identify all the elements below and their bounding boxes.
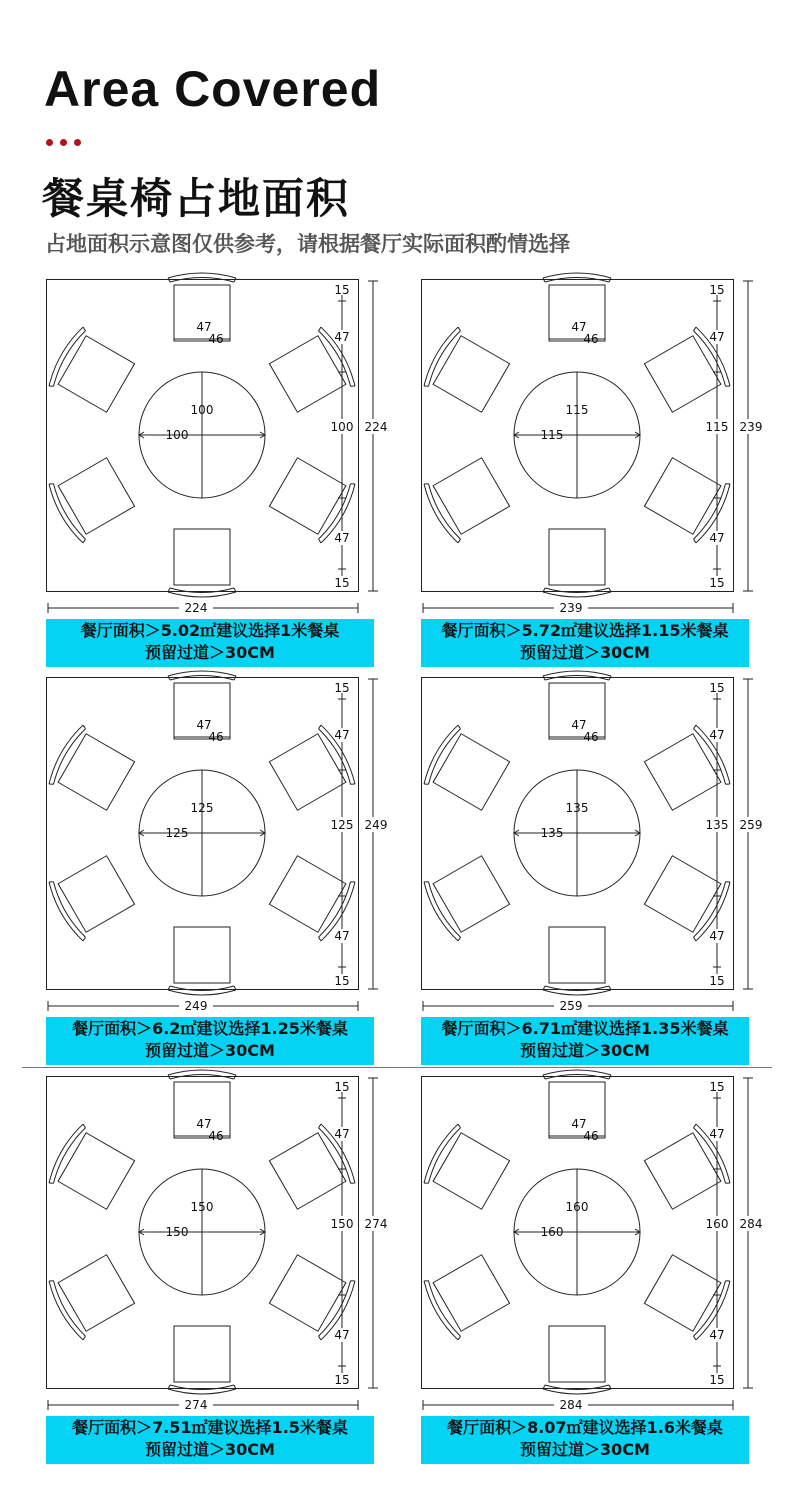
table-diameter-label: 150 [190,1200,214,1214]
chair [543,529,611,597]
chair-depth-label: 47 [334,1328,350,1342]
chair-back [50,1281,86,1339]
chair-depth-label: 47 [334,531,350,545]
chair-width-label: 46 [583,332,599,346]
chair-depth-label: 47 [196,718,212,732]
chair-back [425,484,461,542]
total-height-label: 239 [739,420,763,434]
table-length-label: 160 [705,1217,729,1231]
table-diameter-label: 160 [540,1225,564,1239]
total-height-label: 249 [364,818,388,832]
chair [420,1122,513,1215]
margin-label: 15 [334,1373,350,1387]
chair-seat [174,529,230,585]
chair-seat [174,927,230,983]
margin-label: 15 [709,681,725,695]
margin-label: 15 [334,283,350,297]
floor-plan [421,1076,790,1416]
chair-seat [269,336,345,412]
chair-depth-label: 47 [196,1117,212,1131]
chair-seat [269,734,345,810]
area-recommendation [46,1416,374,1464]
total-width-label: 284 [559,1398,583,1412]
chair-back [45,1281,83,1342]
area-recommendation [46,1017,374,1065]
chair-seat [433,1255,509,1331]
chair-seat [433,458,509,534]
floor-plan [46,1076,421,1416]
margin-label: 15 [709,1080,725,1094]
chair-seat [58,336,134,412]
chair-back [50,882,86,940]
table-diameter-label: 115 [540,428,564,442]
chair-depth-label: 47 [709,728,725,742]
total-height-label: 259 [739,818,763,832]
floor-plan [421,279,790,619]
aisle-line: 预留过道＞30CM [520,1440,650,1459]
chair-width-label: 46 [208,332,224,346]
chair-back [420,1281,458,1342]
chair [420,851,513,944]
table-diameter-label: 160 [565,1200,589,1214]
section-divider [22,1067,772,1068]
chair-seat [549,1326,605,1382]
chair-depth-label: 47 [196,320,212,334]
chair-back [45,723,83,784]
chair-width-label: 46 [208,1129,224,1143]
area-line: 餐厅面积＞7.51㎡建议选择1.5米餐桌 [72,1418,348,1437]
chair-depth-label: 47 [709,330,725,344]
area-line: 餐厅面积＞6.2㎡建议选择1.25米餐桌 [72,1019,348,1038]
chair [45,1250,138,1343]
table-diameter-label: 100 [190,403,214,417]
chair-seat [269,1255,345,1331]
chair-seat [269,458,345,534]
chair [45,453,138,546]
chair-seat [433,734,509,810]
layout-panel [421,279,790,677]
chair [45,1122,138,1215]
area-line: 餐厅面积＞5.02㎡建议选择1米餐桌 [80,621,340,640]
total-width-label: 259 [559,999,583,1013]
chair [420,453,513,546]
chair-back [50,484,86,542]
margin-label: 15 [334,576,350,590]
table-diameter-label: 100 [165,428,189,442]
chair-seat [58,1133,134,1209]
chair-seat [58,458,134,534]
chair [543,927,611,995]
chair-back [420,723,458,784]
floor-plan [46,677,421,1017]
margin-label: 15 [709,1373,725,1387]
chair-seat [269,1133,345,1209]
chair-back [420,1122,458,1183]
chair-back [45,882,83,943]
table-diameter-label: 125 [190,801,214,815]
margin-label: 15 [709,974,725,988]
chair-back [420,882,458,943]
chair-back [50,1126,86,1184]
chair-back [425,1126,461,1184]
layout-panel [46,279,421,677]
chair-back [425,727,461,785]
chair [420,1250,513,1343]
chair-seat [644,856,720,932]
chair-seat [433,336,509,412]
chair-depth-label: 47 [571,1117,587,1131]
margin-label: 15 [334,681,350,695]
chair-width-label: 46 [583,1129,599,1143]
chair-back [50,727,86,785]
chair-seat [269,856,345,932]
chair-width-label: 46 [208,730,224,744]
page-title-en: Area Covered [44,61,382,117]
area-recommendation [421,619,749,667]
layout-panel [46,1076,421,1474]
layout-panel [421,1076,790,1474]
chair [45,851,138,944]
chair-back [50,329,86,387]
margin-label: 15 [709,576,725,590]
chair [543,1326,611,1394]
chair-seat [549,927,605,983]
table-diameter-label: 135 [540,826,564,840]
table-length-label: 135 [705,818,729,832]
area-recommendation [46,619,374,667]
area-recommendation [421,1017,749,1065]
total-height-label: 284 [739,1217,763,1231]
total-height-label: 274 [364,1217,388,1231]
chair [420,723,513,816]
table-diameter-label: 125 [165,826,189,840]
chair-seat [644,1255,720,1331]
table-length-label: 125 [330,818,354,832]
area-recommendation [421,1416,749,1464]
aisle-line: 预留过道＞30CM [145,643,275,662]
chair-back [45,484,83,545]
total-width-label: 274 [184,1398,208,1412]
chair [45,723,138,816]
margin-label: 15 [334,1080,350,1094]
chair-back [425,329,461,387]
chair-back [45,1122,83,1183]
chair-depth-label: 47 [334,929,350,943]
area-line: 餐厅面积＞8.07㎡建议选择1.6米餐桌 [447,1418,723,1437]
chair-depth-label: 47 [334,1127,350,1141]
chair-depth-label: 47 [709,929,725,943]
area-line: 餐厅面积＞6.71㎡建议选择1.35米餐桌 [441,1019,729,1038]
chair-depth-label: 47 [571,718,587,732]
chair [168,529,236,597]
aisle-line: 预留过道＞30CM [520,1041,650,1060]
chair-depth-label: 47 [709,1328,725,1342]
chair-seat [58,734,134,810]
chair [168,927,236,995]
floor-plan [421,677,790,1017]
chair [45,325,138,418]
chair-seat [433,1133,509,1209]
table-length-label: 115 [705,420,729,434]
chair-seat [644,458,720,534]
page-title-cn: 餐桌椅占地面积 [42,174,351,223]
area-line: 餐厅面积＞5.72㎡建议选择1.15米餐桌 [441,621,729,640]
chair-depth-label: 47 [709,1127,725,1141]
table-diameter-label: 135 [565,801,589,815]
chair-back [425,1281,461,1339]
chair-back [45,325,83,386]
chair [168,1326,236,1394]
aisle-line: 预留过道＞30CM [145,1440,275,1459]
total-height-label: 224 [364,420,388,434]
page-subtitle: 占地面积示意图仅供参考，请根据餐厅实际面积酌情选择 [45,232,570,256]
margin-label: 15 [334,974,350,988]
chair-seat [433,856,509,932]
chair-back [425,882,461,940]
table-length-label: 100 [330,420,354,434]
layout-panel [46,677,421,1075]
total-width-label: 224 [184,601,208,615]
chair-seat [58,856,134,932]
chair-seat [58,1255,134,1331]
margin-label: 15 [709,283,725,297]
total-width-label: 239 [559,601,583,615]
chair-depth-label: 47 [334,330,350,344]
chair-seat [644,336,720,412]
table-diameter-label: 150 [165,1225,189,1239]
chair-seat [174,1326,230,1382]
aisle-line: 预留过道＞30CM [145,1041,275,1060]
chair-depth-label: 47 [571,320,587,334]
chair-seat [644,1133,720,1209]
chair [420,325,513,418]
chair-back [420,484,458,545]
table-diameter-label: 115 [565,403,589,417]
chair-seat [644,734,720,810]
chair-depth-label: 47 [334,728,350,742]
total-width-label: 249 [184,999,208,1013]
table-length-label: 150 [330,1217,354,1231]
layout-panel [421,677,790,1075]
aisle-line: 预留过道＞30CM [520,643,650,662]
chair-depth-label: 47 [709,531,725,545]
floor-plan [46,279,421,619]
chair-back [420,325,458,386]
chair-seat [549,529,605,585]
chair-width-label: 46 [583,730,599,744]
